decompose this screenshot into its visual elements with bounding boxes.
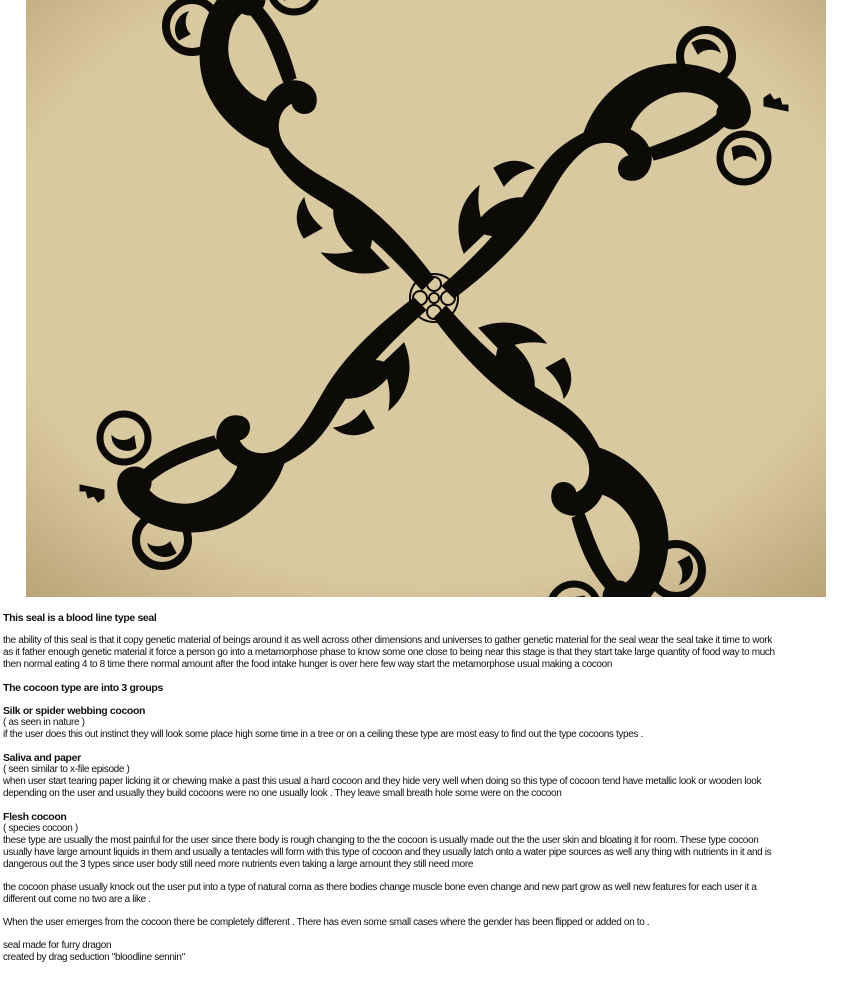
phase-line: different out come no two are a like .	[3, 894, 151, 905]
group-note: ( seen similar to x-file episode )	[3, 764, 130, 775]
credit-line: created by drag seduction "bloodline sennin"	[3, 952, 185, 963]
group-silk	[3, 705, 848, 741]
seal-artwork	[26, 0, 826, 597]
credit-line: seal made for furry dragon	[3, 940, 112, 951]
group-name: Saliva and paper	[3, 752, 81, 764]
group-note: ( as seen in nature )	[3, 717, 85, 728]
group-line: if the user does this out instinct they will look some place high some time in a tree or on a ceiling these type are most easy to find out the type cocoons types .	[3, 729, 643, 740]
intro-paragraph	[3, 635, 848, 671]
document-title: This seal is a blood line type seal	[3, 612, 157, 624]
group-line: when user start tearing paper licking iit or chewing make a past this usual a hard cocoon and they hide very well when doing so this type of cocoon tend have metallic look or wooden look	[3, 776, 762, 787]
group-name: Flesh cocoon	[3, 811, 67, 823]
emerge-paragraph: When the user emerges from the cocoon there be completely different . There has even some small cases where the gender has been flipped or added on to .	[3, 917, 650, 928]
seal-description	[3, 612, 848, 964]
groups-heading: The cocoon type are into 3 groups	[3, 682, 163, 694]
group-flesh	[3, 811, 848, 871]
phase-paragraph	[3, 882, 848, 906]
group-line: these type are usually the most painful for the user since there body is rough changing to the the cocoon is usually made out the the user skin and bloating it for room. These type cocoon	[3, 835, 759, 846]
group-saliva-paper	[3, 752, 848, 800]
intro-line: as it father enough genetic material it force a person go into a metamorphose phase to know some one close to being near this stage is that they start take large quantity of food way to much	[3, 647, 775, 658]
group-line: dangerous out the 3 types since user body still need more nutrients even taking a large amount they still need more	[3, 859, 474, 870]
intro-line: the ability of this seal is that it copy genetic material of beings around it as well across other dimensions and universes to gather genetic material for the seal wear the seal take it time to work	[3, 635, 772, 646]
group-note: ( species cocoon )	[3, 823, 78, 834]
intro-line: then normal eating 4 to 8 time there normal amount after the food intake hunger is over here few way start the metamorphose usual making a cocoon	[3, 659, 613, 670]
group-line: depending on the user and usually they build cocoons were no one usually look . They leave small breath hole some were on the cocoon	[3, 788, 562, 799]
phase-line: the cocoon phase usually knock out the user put into a type of natural coma as there bodies change muscle bone even change and new part grow as well new features for each user it a	[3, 882, 757, 893]
group-line: usually have large amount liquids in them and usually a tentacles will form with this type of cocoon and they usually latch onto a water pipe sources as well any thing with nutrients in it and is	[3, 847, 772, 858]
group-name: Silk or spider webbing cocoon	[3, 705, 146, 717]
credits	[3, 940, 848, 964]
